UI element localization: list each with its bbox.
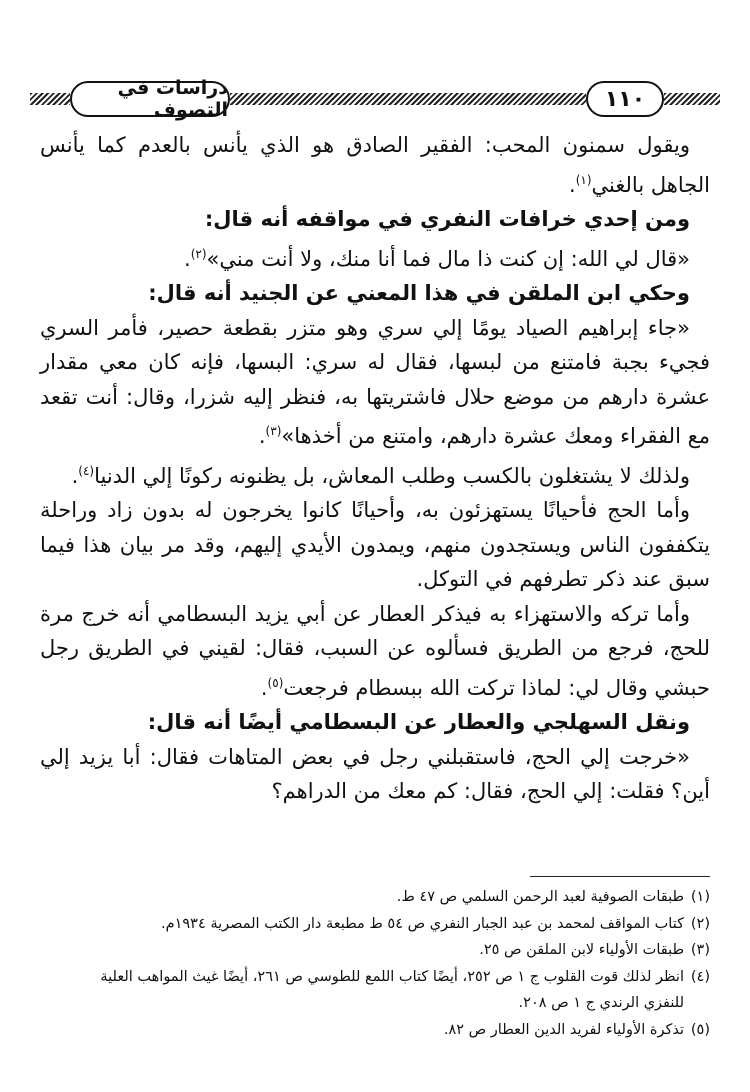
quote: «خرجت إلي الحج، فاستقبلني رجل في بعض المتاهات فقال: أبا يزيد إلي أين؟ فقلت: إلي الحج، فقال: كم معك من الدراهم؟ <box>40 744 710 803</box>
footnote-text: طبقات الصوفية لعبد الرحمن السلمي ص ٤٧ ط. <box>396 889 684 905</box>
header-ornament-right <box>664 93 720 105</box>
footnote <box>40 911 710 938</box>
page-header <box>30 77 720 121</box>
footnote-text: انظر لذلك قوت القلوب ج ١ ص ٢٥٢، أيضًا كتاب اللمع للطوسي ص ٢٦١، أيضًا غيث المواهب العلية <box>100 968 684 985</box>
book-title: دراسات في التصوف <box>70 81 230 117</box>
footnote <box>40 937 710 964</box>
paragraph: ويقول سمنون المحب: الفقير الصادق هو الذي يأنس بالعدم كما يأنس الجاهل بالغني$^{(١)}$. <box>40 133 710 197</box>
quote: «جاء إبراهيم الصياد يومًا إلي سري وهو متزر بقطعة حصير، فأمر السري فجيء بجبة فامتنع من لبسها، فقال له سري: البسها، فإنه كان معي مقدار عشرة دارهم من موضع حلال فاشتريتها به، فنظر إليه شزرا، وقال: أنت تقعد مع الفقراء ومعك عشرة دارهم، وامتنع من أخذها»$^{(٣)}$. <box>40 315 710 448</box>
footnote-text: طبقات الأولياء لابن الملقن ص ٢٥. <box>479 942 684 958</box>
footnote-ref: (٢) <box>190 246 207 261</box>
footnote-number: (٣) <box>690 942 710 958</box>
footnote <box>40 1017 710 1044</box>
footnote-ref: (١) <box>575 172 592 187</box>
footnote-number: (٢) <box>690 915 710 932</box>
footnote-text: تذكرة الأولياء لفريد الدين العطار ص ٨٢. <box>443 1021 684 1038</box>
main-text <box>40 128 710 809</box>
footnote-text: كتاب المواقف لمحمد بن عبد الجبار النفري ص ٥٤ ط مطبعة دار الكتب المصرية ١٩٣٤م. <box>161 915 684 932</box>
quote: «قال لي الله: إن كنت ذا مال فما أنا منك، ولا أنت مني»$^{(٢)}$. <box>184 246 690 271</box>
paragraph: وحكي ابن الملقن في هذا المعني عن الجنيد أنه قال: <box>148 281 690 305</box>
footnote-number: (٤) <box>690 968 710 985</box>
header-ornament-left <box>30 93 70 105</box>
paragraph: وأما تركه والاستهزاء به فيذكر العطار عن أبي يزيد البسطامي أنه خرج مرة للحج، فرجع من الطريق فسألوه عن السبب، فقال: لقيني في الطريق رجل حبشي وقال لي: لماذا تركت الله ببسطام فرجعت$^{(٥)}$. <box>40 601 710 700</box>
footnote-ref: (٣) <box>265 424 282 438</box>
paragraph: ولذلك لا يشتغلون بالكسب وطلب المعاش، بل يظنونه ركونًا إلي الدنيا$^{(٤)}$. <box>71 463 690 488</box>
paragraph: ومن إحدي خرافات النفري في مواقفه أنه قال: <box>204 207 690 231</box>
paragraph: ونقل السهلجي والعطار عن البسطامي أيضًا أنه قال: <box>147 710 690 734</box>
footnote <box>40 964 710 991</box>
header-ornament-middle <box>230 93 586 105</box>
footnote-number: (٥) <box>690 1021 710 1038</box>
footnote-ref: (٤) <box>78 463 95 478</box>
footnote-divider <box>530 876 710 877</box>
footnote-ref: (٥) <box>267 675 284 690</box>
footnote <box>40 884 710 911</box>
footnote-number: (١) <box>690 889 710 905</box>
footnote-continuation: للنفزي الرندي ج ١ ص ٢٠٨. <box>518 995 684 1011</box>
paragraph: وأما الحج فأحيانًا يستهزئون به، وأحيانًا كانوا يخرجون له بدون زاد وراحلة يتكففون الناس ويستجدون منهم، ويمدون الأيدي إليهم، وقد مر بيان هذا فيما سبق عند ذكر تطرفهم في التوكل. <box>40 498 710 591</box>
footnotes <box>40 884 710 1043</box>
page-number: ١١٠ <box>586 81 664 117</box>
